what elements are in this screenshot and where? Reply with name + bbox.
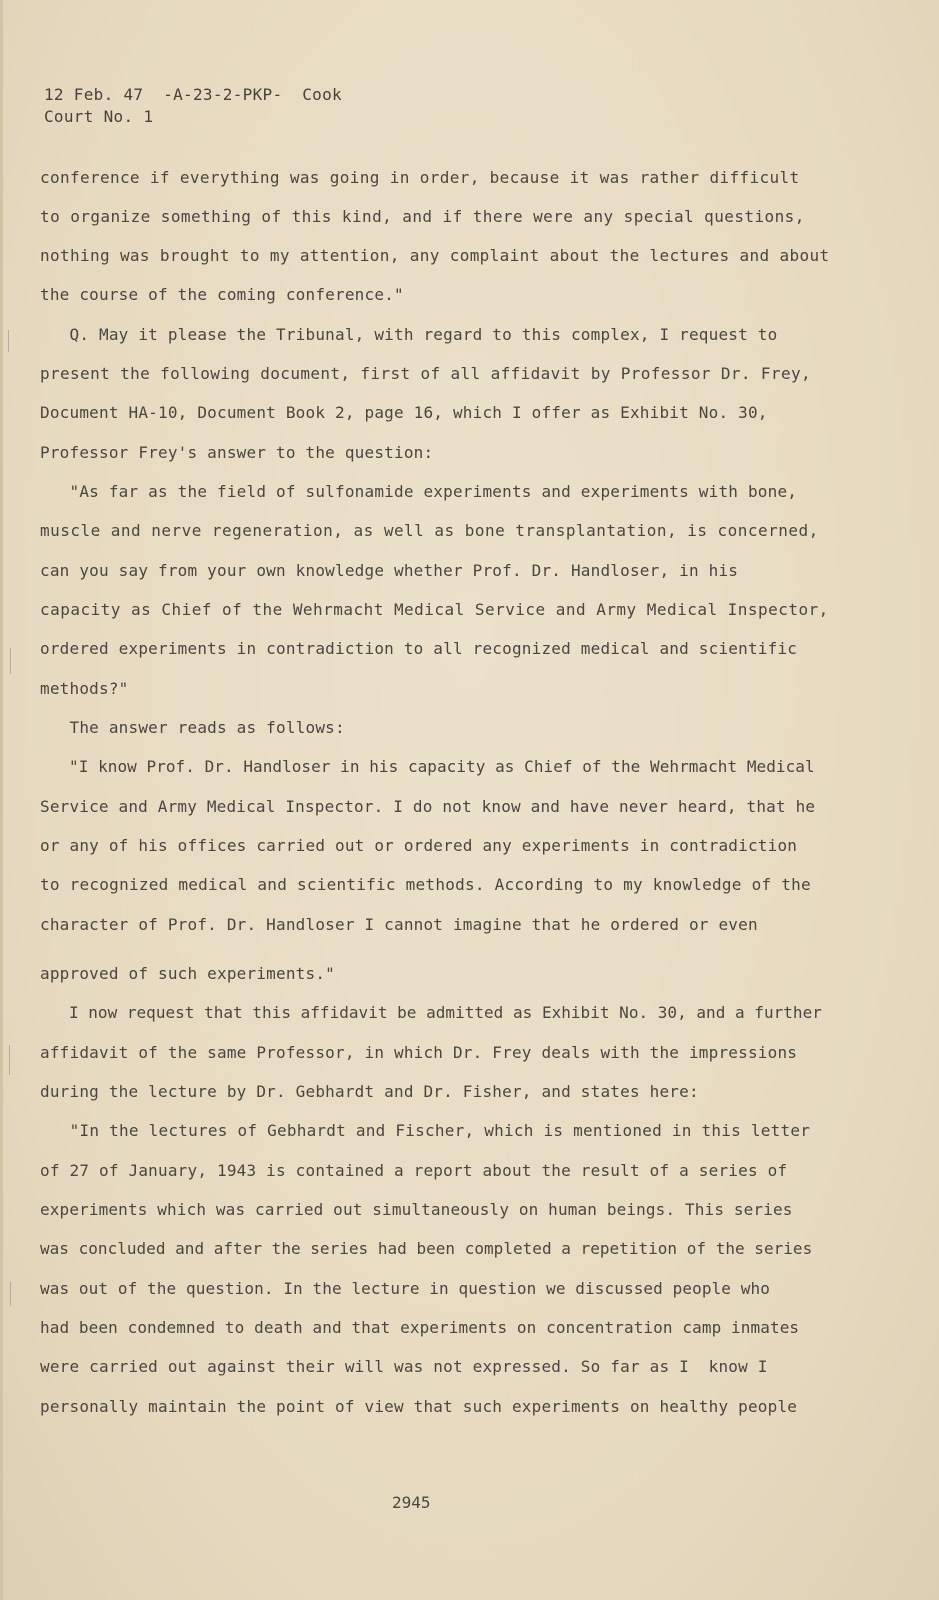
text-line: "As far as the field of sulfonamide experiments and experiments with bone, xyxy=(40,482,798,501)
text-line: The answer reads as follows: xyxy=(40,718,345,737)
text-line: Document HA-10, Document Book 2, page 16, which I offer as Exhibit No. 30, xyxy=(40,403,768,422)
text-line: present the following document, first of all affidavit by Professor Dr. Frey, xyxy=(40,364,811,383)
text-line: approved of such experiments." xyxy=(40,964,335,983)
text-line: "I know Prof. Dr. Handloser in his capacity as Chief of the Wehrmacht Medical xyxy=(40,757,815,776)
text-line: "In the lectures of Gebhardt and Fischer, which is mentioned in this letter xyxy=(40,1121,811,1140)
text-line: Professor Frey's answer to the question: xyxy=(40,443,434,462)
text-line: ordered experiments in contradiction to all recognized medical and scientific xyxy=(40,639,798,658)
page-edge xyxy=(0,0,3,1600)
text-line: the course of the coming conference." xyxy=(40,285,404,304)
margin-pencil-mark xyxy=(8,330,9,352)
text-line: of 27 of January, 1943 is contained a report about the result of a series of xyxy=(40,1161,788,1180)
text-line: muscle and nerve regeneration, as well as bone transplantation, is concerned, xyxy=(40,521,819,540)
text-line: Service and Army Medical Inspector. I do not know and have never heard, that he xyxy=(40,797,816,816)
text-line: personally maintain the point of view that such experiments on healthy people xyxy=(40,1397,798,1416)
margin-pencil-mark xyxy=(10,648,11,674)
page-number: 2945 xyxy=(392,1493,431,1512)
text-line: can you say from your own knowledge whether Prof. Dr. Handloser, in his xyxy=(40,561,739,580)
text-line: was concluded and after the series had been completed a repetition of the series xyxy=(40,1239,813,1258)
text-line: during the lecture by Dr. Gebhardt and Dr. Fisher, and states here: xyxy=(40,1082,699,1101)
text-line: had been condemned to death and that experiments on concentration camp inmates xyxy=(40,1318,800,1337)
text-line: Q. May it please the Tribunal, with regard to this complex, I request to xyxy=(40,325,778,344)
text-line: or any of his offices carried out or ordered any experiments in contradiction xyxy=(40,836,798,855)
text-line: character of Prof. Dr. Handloser I cannot imagine that he ordered or even xyxy=(40,915,758,934)
text-line: experiments which was carried out simultaneously on human beings. This series xyxy=(40,1200,793,1219)
text-line: I now request that this affidavit be admitted as Exhibit No. 30, and a further xyxy=(40,1003,822,1022)
text-line: to organize something of this kind, and if there were any special questions, xyxy=(40,207,805,226)
text-line: capacity as Chief of the Wehrmacht Medical Service and Army Medical Inspector, xyxy=(40,600,829,619)
margin-pencil-mark xyxy=(10,1282,11,1306)
text-line: was out of the question. In the lecture in question we discussed people who xyxy=(40,1279,770,1298)
header-court: Court No. 1 xyxy=(44,107,154,126)
text-line: were carried out against their will was not expressed. So far as I know I xyxy=(40,1357,768,1376)
text-line: to recognized medical and scientific methods. According to my knowledge of the xyxy=(40,875,811,894)
text-line: affidavit of the same Professor, in which Dr. Frey deals with the impressions xyxy=(40,1043,798,1062)
margin-pencil-mark xyxy=(9,1045,10,1075)
text-line: methods?" xyxy=(40,679,129,698)
header-date-reference: 12 Feb. 47 -A-23-2-PKP- Cook xyxy=(44,85,342,104)
text-line: conference if everything was going in order, because it was rather difficult xyxy=(40,168,800,187)
text-line: nothing was brought to my attention, any complaint about the lectures and about xyxy=(40,246,830,265)
